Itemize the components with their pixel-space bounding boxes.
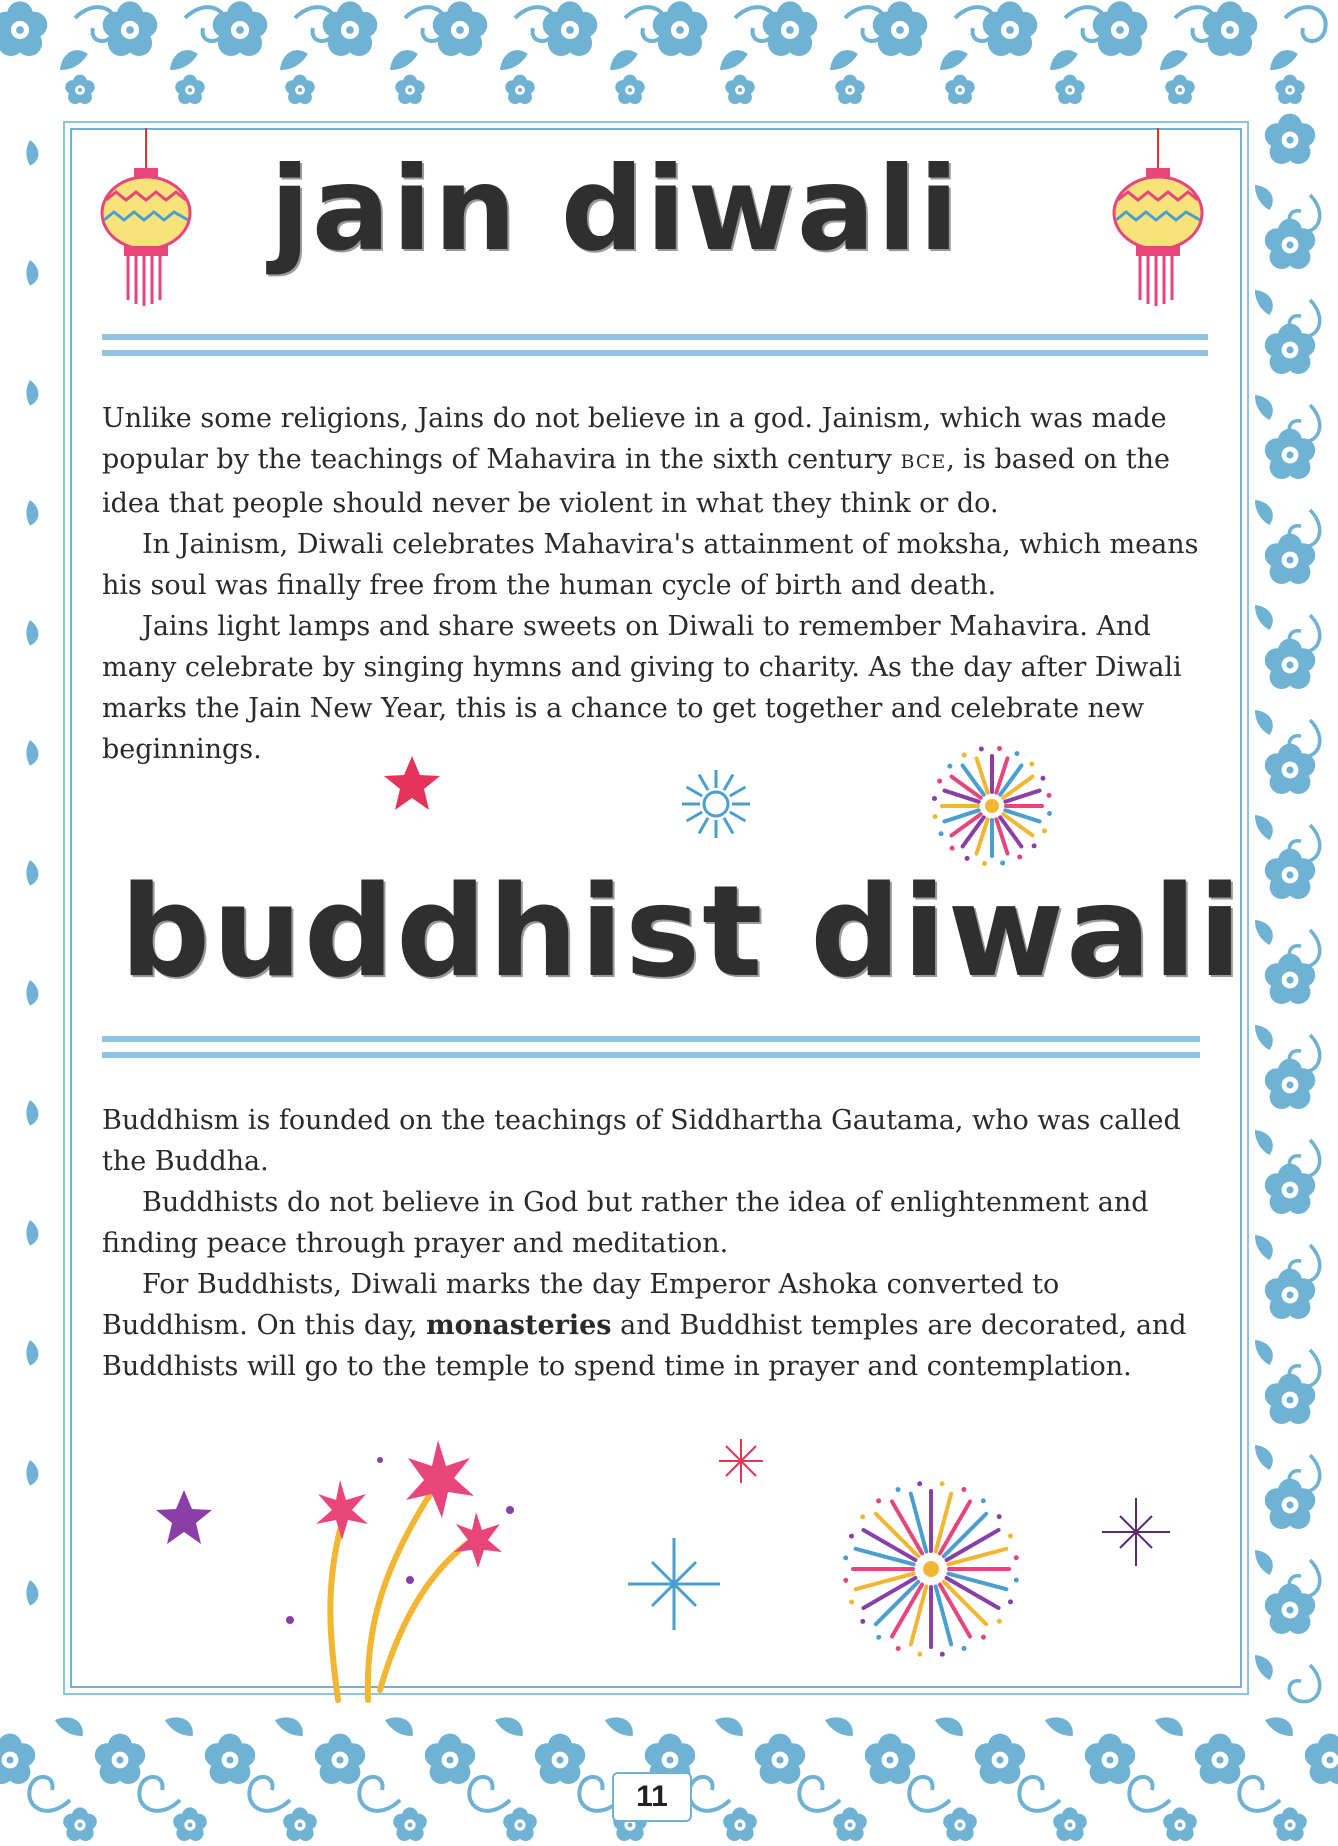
glossary-term: monasteries [426,1310,612,1341]
sparkle-icon [716,1436,766,1486]
jain-diwali-title: jain diwali [270,142,961,277]
title-divider [102,350,1208,356]
jain-paragraph-3: Jains light lamps and share sweets on Diwali to remember Mahavira. And many celebrate by singing hymns and giving to charity. As the day after Diwali marks the Jain New Year, this is a chance to get together and celebrate new beginnings. [102,611,1182,765]
buddhist-paragraph-2: Buddhists do not believe in God but rather the idea of enlightenment and finding peace through prayer and meditation. [102,1187,1149,1259]
firework-icon [270,1400,530,1720]
lantern-icon [96,128,196,308]
buddhist-diwali-text [102,1100,1210,1387]
star-icon [152,1486,216,1550]
title-divider [102,1052,1200,1058]
jain-paragraph-1: Unlike some religions, Jains do not believe in a god. Jainism, which was made popular by the teachings of Mahavira in the sixth century BCE, is based on the idea that people should never be violent in what they think or do. [102,403,1171,519]
sparkle-icon [1098,1494,1174,1570]
jain-paragraph-2: In Jainism, Diwali celebrates Mahavira's attainment of moksha, which means his soul was finally free from the human cycle of birth and death. [102,529,1199,601]
buddhist-paragraph-3: For Buddhists, Diwali marks the day Emperor Ashoka converted to Buddhism. On this day, monasteries and Buddhist temples are decorated, and Buddhists will go to the temple to spend time in prayer and contemplation. [102,1269,1187,1382]
title-divider [102,1036,1200,1042]
firework-icon [836,1474,1026,1664]
page-number: 11 [612,1772,692,1822]
firework-icon [930,744,1054,868]
buddhist-diwali-title: buddhist diwali [120,858,1244,1005]
sparkle-icon [624,1534,724,1634]
title-divider [102,334,1208,340]
star-icon [380,752,444,816]
sparkle-icon [676,764,756,844]
jain-diwali-text [102,398,1202,770]
lantern-icon [1108,128,1208,308]
buddhist-paragraph-1: Buddhism is founded on the teachings of Siddhartha Gautama, who was called the Buddha. [102,1105,1181,1177]
